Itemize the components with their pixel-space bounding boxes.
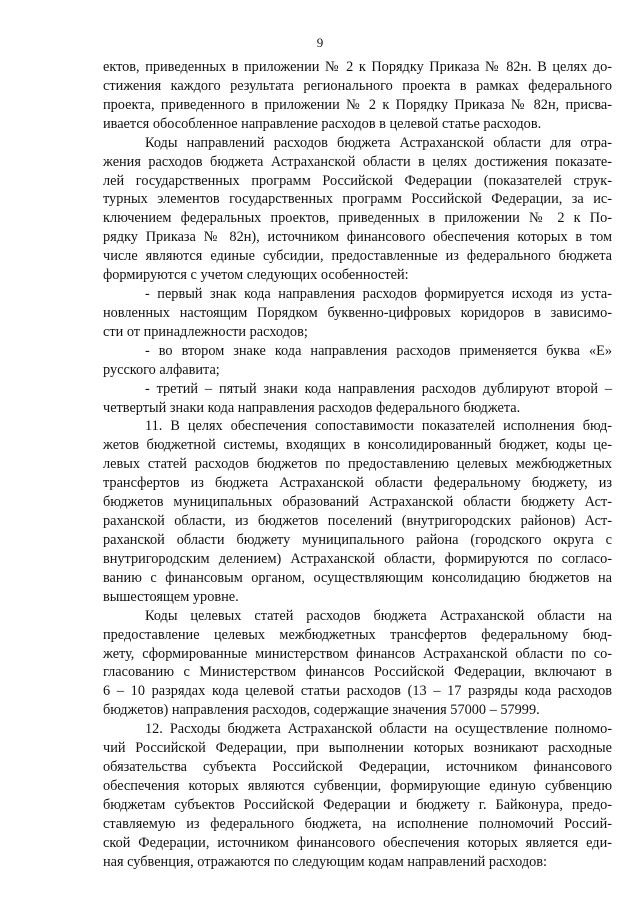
text-line: ектов, приведенных в приложении № 2 к Порядку Приказа № 82н. В целях до- (103, 59, 612, 75)
text-line: чий Российской Федерации, при выполнении которых возникают расходные (103, 740, 612, 757)
text-line: раханской области, из бюджетов поселений (внутригородских районов) Аст- (103, 513, 612, 530)
text-line: жету, сформированные министерством финансов Астраханской области по со- (103, 645, 612, 662)
text-line: вышестоящем уровне. (103, 588, 239, 605)
text-line: - во втором знаке кода направления расходов применяется буква «Е» (145, 342, 612, 359)
text-line: левых статей расходов бюджетов по предоставлению целевых межбюджетных (103, 456, 612, 473)
text-line: русского алфавита; (103, 361, 220, 378)
text-line: лей государственных программ Российской Федерации (показателей струк- (103, 172, 612, 189)
text-line: гласованию с Министерством финансов Российской Федерации, включают в (103, 664, 612, 681)
text-line: ставляемую из федерального бюджета, на исполнение полномочий Россий- (103, 815, 612, 832)
page-number: 9 (316, 35, 324, 50)
text-line: трансфертов из бюджета Астраханской области федеральному бюджету, из (103, 475, 612, 492)
text-line: обеспечения которых являются субвенции, формирующие единую субвенцию (103, 777, 612, 794)
text-line: ключением федеральных проектов, приведенных в приложении № 2 к По- (103, 210, 612, 227)
text-line: 11. В целях обеспечения сопоставимости показателей исполнения бюд- (145, 418, 612, 435)
text-line: предоставление целевых межбюджетных трансфертов федеральному бюд- (103, 626, 612, 643)
text-line: жения расходов бюджета Астраханской области в целях достижения показате- (103, 153, 612, 170)
text-line: рядку Приказа № 82н), источником финансового обеспечения которых в том (103, 229, 612, 246)
text-line: стижения каждого результата регионального проекта в рамках федерального (103, 77, 612, 94)
text-line: 6 – 10 разрядах кода целевой статьи расходов (13 – 17 разряды кода расходов (103, 683, 612, 700)
text-line: бюджетов муниципальных образований Астраханской области бюджету Аст- (103, 494, 612, 511)
text-line: новленных настоящим Порядком буквенно-цифровых коридоров в зависимо- (103, 304, 612, 321)
text-line: обязательства субъекта Российской Федерации, источником финансового (103, 759, 612, 776)
text-line: бюджетам субъектов Российской Федерации и бюджету г. Байконура, предо- (103, 796, 612, 813)
text-line: формируются с учетом следующих особенностей: (103, 267, 409, 284)
text-line: 12. Расходы бюджета Астраханской области на осуществление полномо- (145, 721, 612, 738)
text-line: раханской области бюджету муниципального района (городского округа с (103, 532, 612, 548)
text-line: ная субвенция, отражаются по следующим кодам направлений расходов: (103, 853, 547, 870)
text-line: проекта, приведенного в приложении № 2 к Порядку Приказа № 82н, присва- (103, 96, 612, 113)
text-line: - третий – пятый знаки кода направления расходов дублируют второй – (145, 380, 612, 397)
text-line: сти от принадлежности расходов; (103, 323, 308, 340)
text-line: ванию с финансовым органом, осуществляющим консолидацию бюджетов на (103, 569, 612, 586)
text-line: бюджетов) направления расходов, содержащие значения 57000 – 57999. (103, 702, 540, 719)
text-line: Коды целевых статей расходов бюджета Астраханской области на (145, 607, 612, 624)
text-line: внутригородским делением) Астраханской области, формируются по согласо- (103, 550, 612, 567)
text-line: - первый знак кода направления расходов формируется исходя из уста- (145, 286, 612, 303)
text-line: жетов бюджетной системы, входящих в консолидированный бюджет, коды це- (103, 437, 612, 454)
text-line: числе являются единые субсидии, предоставленные из федерального бюджета (103, 248, 612, 265)
text-line: ской Федерации, источником финансового обеспечения которых является еди- (103, 834, 612, 851)
text-line: турных элементов государственных программ Российской Федерации, за ис- (103, 191, 612, 208)
text-line: Коды направлений расходов бюджета Астраханской области для отра- (145, 134, 612, 151)
text-line: ивается обособленное направление расходов в целевой статье расходов. (103, 115, 542, 132)
text-line: четвертый знаки кода направления расходов федерального бюджета. (103, 399, 521, 416)
